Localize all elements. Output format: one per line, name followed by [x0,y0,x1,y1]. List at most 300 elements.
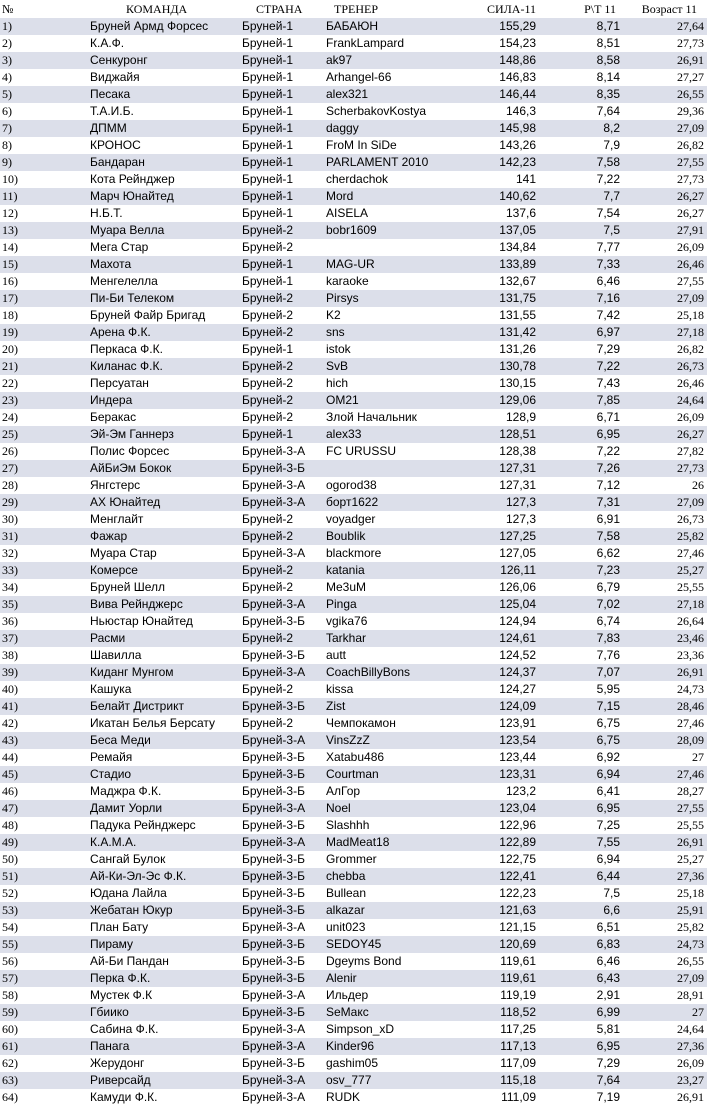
row-team: Песака [90,86,242,103]
row-team: ДПММ [90,120,242,137]
row-team: Бандаран [90,154,242,171]
row-power: 146,44 [456,86,540,103]
row-power: 122,41 [456,868,540,885]
row-num: 1) [0,18,90,35]
row-age: 24,73 [677,682,704,696]
row-num: 34) [2,580,18,594]
row-num: 15) [0,256,90,273]
row-num: 11) [0,188,90,205]
row-pt: 7,07 [540,664,622,681]
header-country: СТРАНА [256,2,303,16]
row-trainer: Me3uM [326,580,367,594]
header-team: КОМАНДА [126,2,188,16]
row-num: 6) [2,104,12,118]
row-pt: 7,16 [540,290,622,307]
table-row [0,1072,707,1089]
table-row [0,545,707,562]
row-team: Менглайт [90,512,144,526]
row-country: Бруней-1 [242,426,326,443]
row-team: Персуатан [90,376,149,390]
table-row [0,273,707,290]
row-num: 13) [0,222,90,239]
row-power: 130,78 [456,358,540,375]
row-power: 131,75 [456,290,540,307]
row-power: 142,23 [456,154,540,171]
row-country: Бруней-2 [242,528,326,545]
row-team: Т.А.И.Б. [90,104,134,118]
row-pt: 6,44 [540,868,622,885]
row-power: 137,05 [456,222,540,239]
row-power: 129,06 [456,392,540,409]
row-trainer: karaoke [326,274,369,288]
row-pt: 7,22 [596,172,620,186]
row-pt: 6,75 [596,716,620,730]
header-trainer: ТРЕНЕР [334,2,379,16]
row-trainer: VinsZzZ [326,732,456,749]
row-trainer: Xatabu486 [326,750,385,764]
row-age: 23,46 [622,630,707,647]
row-power: 121,15 [499,920,536,934]
row-country: Бруней-2 [242,580,294,594]
table-row [0,919,707,936]
row-pt: 7,64 [540,1072,622,1089]
row-team: Мустек Ф.К [90,988,153,1002]
row-age: 27,73 [622,460,707,477]
row-trainer: istok [326,342,351,356]
row-power: 134,84 [499,240,536,254]
row-age: 27,64 [622,18,707,35]
table-row [0,494,707,511]
row-trainer: bobr1609 [326,222,456,239]
row-num: 45) [0,766,90,783]
row-trainer: АлГор [326,784,361,798]
table-row [0,154,707,171]
table-row [0,987,707,1004]
row-power: 121,63 [456,902,540,919]
row-trainer: Pirsys [326,290,456,307]
row-power: 132,67 [499,274,536,288]
row-pt: 6,51 [596,920,620,934]
row-team: Арена Ф.К. [90,324,242,341]
row-age: 27 [692,750,704,764]
row-trainer: daggy [326,120,456,137]
row-pt: 7,9 [603,138,620,152]
row-pt: 7,5 [540,222,622,239]
row-age: 27,55 [677,274,704,288]
row-team: Вива Рейнджерс [90,596,242,613]
row-age: 26,91 [677,1090,704,1104]
row-age: 26,55 [677,954,704,968]
row-age: 27,09 [622,120,707,137]
header-age: Возраст 11 [641,2,697,16]
row-team: Бруней Файр Бригад [90,308,206,322]
row-num: 23) [0,392,90,409]
row-team: Кашука [90,682,132,696]
row-num: 44) [2,750,18,764]
row-country: Бруней-1 [242,154,326,171]
row-country: Бруней-1 [242,206,294,220]
row-team: Мега Стар [90,240,149,254]
table-row [0,579,707,596]
row-age: 26,82 [677,138,704,152]
row-age: 23,27 [622,1072,707,1089]
table-row [0,1038,707,1055]
row-age: 25,27 [622,562,707,579]
row-country: Бруней-3-Б [242,818,305,832]
table-row [0,239,707,256]
row-pt: 7,7 [540,188,622,205]
row-pt: 6,95 [540,426,622,443]
row-pt: 5,81 [596,1022,620,1036]
row-power: 128,38 [499,444,536,458]
row-age: 25,55 [677,580,704,594]
row-country: Бруней-3-А [242,478,306,492]
row-pt: 6,62 [596,546,620,560]
row-team: Индера [90,392,242,409]
row-age: 24,64 [622,392,707,409]
row-age: 27,09 [622,970,707,987]
table-row [0,392,707,409]
row-trainer: alkazar [326,902,456,919]
row-team: Маджра Ф.К. [90,784,162,798]
row-num: 5) [0,86,90,103]
row-num: 30) [2,512,18,526]
table-row [0,715,707,732]
table-row [0,324,707,341]
row-power: 122,96 [499,818,536,832]
row-num: 10) [2,172,18,186]
row-num: 25) [0,426,90,443]
row-pt: 7,31 [540,494,622,511]
row-age: 26,09 [677,240,704,254]
row-pt: 7,58 [540,154,622,171]
row-num: 16) [2,274,18,288]
row-country: Бруней-2 [242,630,326,647]
row-country: Бруней-3-Б [242,936,326,953]
row-pt: 7,54 [596,206,620,220]
table-row [0,885,707,902]
row-age: 27,27 [677,70,704,84]
row-num: 35) [0,596,90,613]
table-row [0,375,707,392]
row-pt: 6,94 [596,852,620,866]
row-age: 27,09 [622,290,707,307]
row-age: 27,36 [622,868,707,885]
row-num: 48) [2,818,18,832]
row-age: 24,64 [677,1022,704,1036]
row-pt: 7,43 [596,376,620,390]
row-trainer: Злой Начальник [326,410,417,424]
row-power: 122,89 [456,834,540,851]
row-age: 26,73 [622,358,707,375]
row-country: Бруней-3-А [242,664,326,681]
table-row [0,137,707,154]
row-team: Камуди Ф.К. [90,1090,158,1104]
row-age: 27,46 [622,766,707,783]
row-power: 133,89 [456,256,540,273]
row-power: 131,26 [499,342,536,356]
row-num: 46) [2,784,18,798]
row-trainer: sns [326,324,456,341]
row-age: 25,18 [677,308,704,322]
row-trainer: gashim05 [326,1056,379,1070]
row-age: 27,73 [677,172,704,186]
row-team: Ай-Би Пандан [90,954,169,968]
table-row [0,69,707,86]
table-row [0,18,707,35]
table-row [0,698,707,715]
row-trainer: ogorod38 [326,478,377,492]
row-power: 124,09 [456,698,540,715]
row-age: 27,55 [622,154,707,171]
row-country: Бруней-3-А [242,596,326,613]
row-age: 26,64 [677,614,704,628]
row-power: 115,18 [456,1072,540,1089]
row-trainer: voyadger [326,512,376,526]
row-pt: 5,95 [596,682,620,696]
row-team: Н.Б.Т. [90,206,123,220]
row-trainer: OM21 [326,392,456,409]
row-power: 127,31 [456,460,540,477]
row-trainer: chebba [326,868,456,885]
row-team: Муара Велла [90,222,242,239]
row-pt: 7,19 [596,1090,620,1104]
row-power: 128,9 [505,410,536,424]
row-age: 26,82 [677,342,704,356]
row-power: 146,3 [505,104,536,118]
row-power: 123,91 [499,716,536,730]
row-age: 26,91 [622,664,707,681]
row-team: Эй-Эм Ганнерз [90,426,242,443]
row-power: 143,26 [499,138,536,152]
row-num: 52) [2,886,18,900]
row-num: 20) [2,342,18,356]
row-trainer: Ильдер [326,988,369,1002]
row-team: К.А.М.А. [90,834,242,851]
row-age: 26,91 [622,834,707,851]
table-row [0,902,707,919]
row-pt: 6,95 [540,800,622,817]
row-team: Менгелелла [90,274,158,288]
row-power: 120,69 [456,936,540,953]
row-num: 37) [0,630,90,647]
row-trainer: alex321 [326,86,456,103]
row-country: Бруней-3-Б [242,902,326,919]
row-team: Ремайя [90,750,133,764]
row-country: Бруней-1 [242,70,294,84]
row-power: 154,23 [499,36,536,50]
row-team: Перка Ф.К. [90,970,242,987]
row-trainer: Чемпокамон [326,716,396,730]
row-team: Фажар [90,528,242,545]
row-trainer: FrankLampard [326,36,405,50]
row-country: Бруней-3-Б [242,1004,326,1021]
row-age: 26,46 [677,376,704,390]
row-pt: 8,2 [540,120,622,137]
row-power: 141 [515,172,536,186]
row-pt: 7,29 [596,1056,620,1070]
row-team: Перкаса Ф.К. [90,342,163,356]
row-age: 26,73 [677,512,704,526]
row-power: 145,98 [456,120,540,137]
row-country: Бруней-1 [242,172,294,186]
row-power: 130,15 [499,376,536,390]
table-row [0,460,707,477]
row-team: Белайт Дистрикт [90,698,242,715]
row-num: 43) [0,732,90,749]
row-country: Бруней-1 [242,36,294,50]
row-country: Бруней-3-Б [242,886,305,900]
table-row [0,851,707,868]
row-age: 26,27 [622,426,707,443]
table-row [0,613,707,630]
row-country: Бруней-1 [242,52,326,69]
row-country: Бруней-1 [242,18,326,35]
table-row [0,647,707,664]
row-team: Дамит Уорли [90,800,242,817]
row-team: Муара Стар [90,546,157,560]
row-num: 62) [2,1056,18,1070]
row-num: 36) [2,614,18,628]
table-row [0,1089,707,1106]
row-trainer: ak97 [326,52,456,69]
row-pt: 7,42 [596,308,620,322]
row-num: 24) [2,410,18,424]
row-trainer: FC URUSSU [326,444,397,458]
row-power: 131,55 [499,308,536,322]
row-power: 127,25 [456,528,540,545]
row-power: 137,6 [505,206,536,220]
row-age: 27,82 [677,444,704,458]
row-pt: 7,25 [596,818,620,832]
row-power: 127,3 [505,512,536,526]
row-num: 29) [0,494,90,511]
row-power: 124,94 [499,614,536,628]
row-country: Бруней-3-Б [242,460,326,477]
row-trainer: autt [326,648,347,662]
row-country: Бруней-3-Б [242,750,305,764]
row-num: 57) [0,970,90,987]
row-country: Бруней-1 [242,256,326,273]
table-row [0,970,707,987]
row-team: КРОНОС [90,138,141,152]
row-country: Бруней-3-А [242,834,326,851]
row-country: Бруней-2 [242,376,294,390]
row-power: 123,2 [505,784,536,798]
row-age: 26,27 [622,188,707,205]
row-team: Жерудонг [90,1056,145,1070]
row-num: 2) [2,36,12,50]
row-country: Бруней-3-Б [242,766,326,783]
row-team: Бруней Армд Форсес [90,18,242,35]
table-row [0,1021,707,1038]
row-num: 3) [0,52,90,69]
table-row [0,222,707,239]
row-team: Стадио [90,766,242,783]
row-country: Бруней-3-Б [242,784,305,798]
row-num: 28) [2,478,18,492]
row-pt: 7,26 [540,460,622,477]
table-row [0,188,707,205]
row-trainer: RUDK [326,1090,361,1104]
row-age: 25,82 [677,920,704,934]
row-trainer [326,239,456,256]
row-pt: 2,91 [596,988,620,1002]
row-trainer: katania [326,562,456,579]
row-country: Бруней-2 [242,512,294,526]
header-row [0,0,707,18]
row-country: Бруней-1 [242,120,326,137]
row-team: Расми [90,630,242,647]
row-country: Бруней-1 [242,86,326,103]
table-row [0,477,707,494]
table-row [0,256,707,273]
row-pt: 8,35 [540,86,622,103]
row-num: 22) [2,376,18,390]
table-row [0,749,707,766]
table-row [0,783,707,800]
row-power: 127,05 [499,546,536,560]
row-trainer: hich [326,376,349,390]
row-trainer: Kinder96 [326,1038,456,1055]
row-country: Бруней-2 [242,308,294,322]
row-pt: 7,12 [596,478,620,492]
table-row [0,868,707,885]
row-num: 4) [2,70,12,84]
row-trainer: osv_777 [326,1072,456,1089]
row-power: 119,61 [500,954,536,968]
header-power: СИЛА-11 [486,2,536,16]
row-team: Бруней Шелл [90,580,166,594]
row-num: 21) [0,358,90,375]
row-age: 29,36 [677,104,704,118]
row-team: Янгстерс [90,478,141,492]
table-row [0,681,707,698]
row-num: 51) [0,868,90,885]
row-age: 27,18 [622,596,707,613]
row-pt: 7,77 [596,240,620,254]
table-row [0,290,707,307]
table-row [0,205,707,222]
row-power: 126,11 [456,562,540,579]
row-country: Бруней-1 [242,342,294,356]
row-country: Бруней-2 [242,222,326,239]
row-pt: 7,83 [540,630,622,647]
row-power: 111,09 [501,1090,536,1104]
row-pt: 7,55 [540,834,622,851]
row-num: 31) [0,528,90,545]
row-pt: 7,02 [540,596,622,613]
row-age: 27,91 [622,222,707,239]
row-country: Бруней-3-Б [242,954,305,968]
row-pt: 6,46 [596,274,620,288]
row-team: Ньюстар Юнайтед [90,614,193,628]
table-row [0,120,707,137]
row-country: Бруней-1 [242,138,294,152]
row-team: Риверсайд [90,1072,242,1089]
row-age: 26,09 [677,410,704,424]
row-power: 124,37 [456,664,540,681]
row-team: Падука Рейнджерс [90,818,196,832]
row-num: 49) [0,834,90,851]
table-row [0,1004,707,1021]
row-trainer: Slashhh [326,818,370,832]
row-team: Жебатан Юкур [90,902,242,919]
row-team: АХ Юнайтед [90,494,242,511]
row-num: 7) [0,120,90,137]
row-power: 128,51 [456,426,540,443]
table-row [0,562,707,579]
